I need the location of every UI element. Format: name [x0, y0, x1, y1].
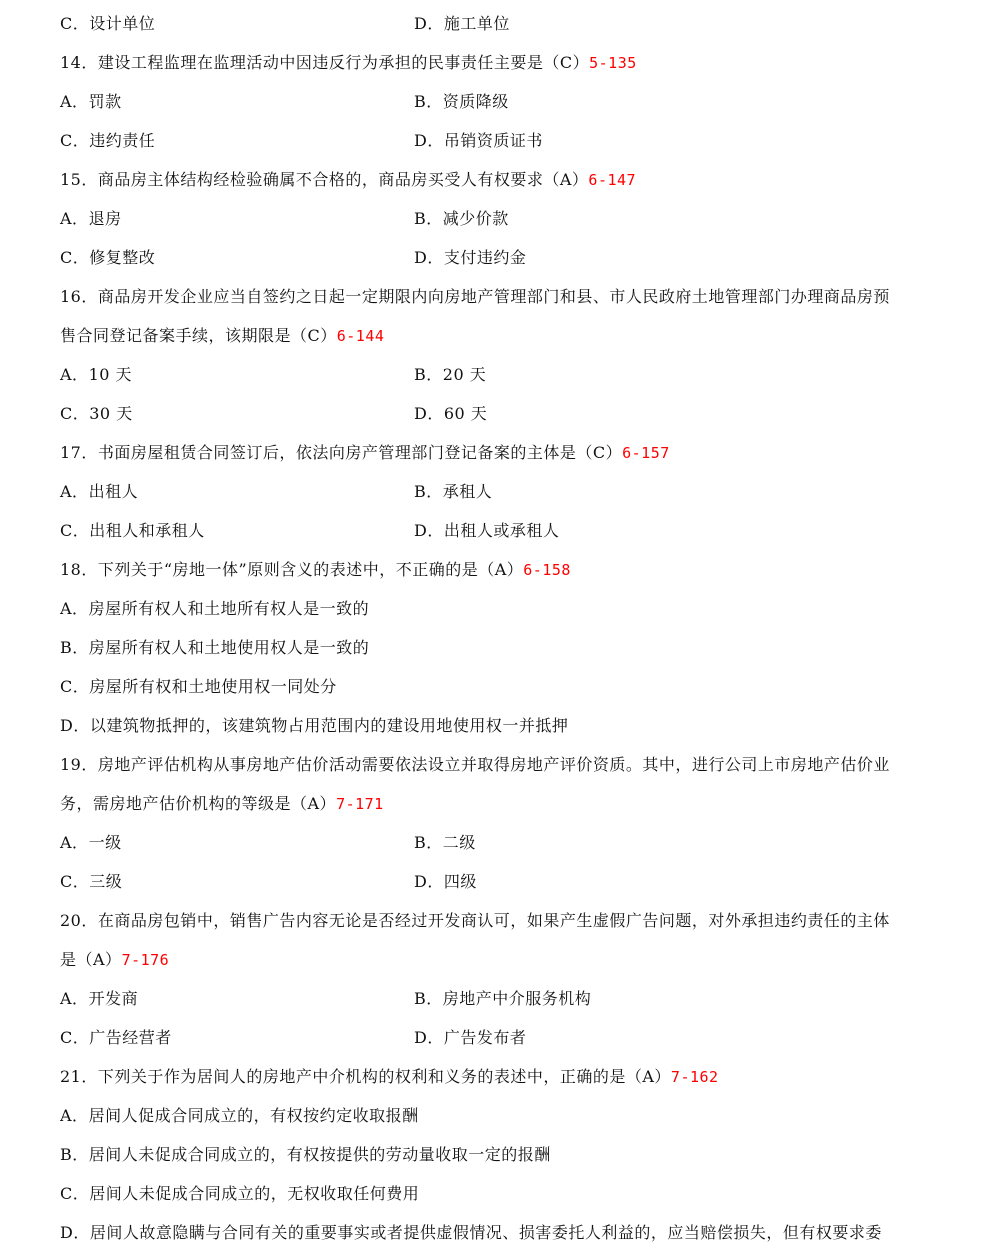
answer-option — [414, 519, 559, 543]
option-text: 20 天 — [442, 365, 487, 384]
question-text: 是（A） — [60, 950, 122, 969]
option-label: D． — [414, 131, 444, 150]
answer-option — [60, 246, 155, 270]
option-text: 一级 — [88, 833, 122, 852]
answer-option — [414, 246, 526, 270]
option-label: A． — [60, 989, 89, 1008]
option-label: C． — [60, 521, 90, 540]
answer-option — [60, 207, 122, 231]
page-reference: 6-147 — [588, 171, 637, 189]
question-line — [60, 792, 935, 816]
option-label: A． — [60, 365, 89, 384]
option-label: C． — [60, 872, 90, 891]
option-text: 出租人或承租人 — [443, 521, 560, 540]
page-reference: 5-135 — [589, 54, 637, 72]
answer-option — [60, 1026, 172, 1050]
option-text: 广告经营者 — [89, 1028, 172, 1047]
option-label: C． — [60, 1184, 90, 1203]
option-label: C． — [60, 14, 90, 33]
answer-option — [60, 831, 122, 855]
answer-option — [60, 987, 138, 1011]
option-text: 二级 — [442, 833, 476, 852]
question-line — [60, 909, 935, 933]
option-text: 房屋所有权人和土地所有权人是一致的 — [88, 599, 370, 618]
option-text: 出租人 — [88, 482, 139, 501]
answer-option — [60, 597, 935, 621]
option-text: 施工单位 — [443, 14, 510, 33]
option-text: 广告发布者 — [443, 1028, 527, 1047]
option-text: 30 天 — [89, 404, 133, 423]
question-text: 17．书面房屋租赁合同签订后，依法向房产管理部门登记备案的主体是（C） — [60, 443, 623, 462]
question-line — [60, 285, 935, 309]
option-label: C． — [60, 404, 90, 423]
question-text: 21．下列关于作为居间人的房地产中介机构的权利和义务的表述中，正确的是（A） — [60, 1067, 671, 1086]
option-label: B． — [414, 482, 443, 501]
answer-option — [60, 480, 138, 504]
option-text: 出租人和承租人 — [89, 521, 205, 540]
question-text: 14．建设工程监理在监理活动中因违反行为承担的民事责任主要是（C） — [60, 53, 590, 72]
option-text: 修复整改 — [89, 248, 156, 267]
answer-option — [60, 714, 935, 738]
answer-option — [60, 129, 155, 153]
option-text: 承租人 — [442, 482, 493, 501]
page-reference: 6-157 — [622, 444, 670, 462]
option-label: B． — [60, 638, 89, 657]
option-text: 设计单位 — [89, 14, 156, 33]
answer-option — [60, 1104, 935, 1128]
option-label: D． — [414, 248, 444, 267]
option-label: B． — [414, 989, 443, 1008]
answer-option — [60, 1143, 935, 1167]
answer-option — [414, 402, 487, 426]
answer-option — [60, 519, 205, 543]
answer-option — [414, 1026, 526, 1050]
question-text: 16．商品房开发企业应当自签约之日起一定期限内向房地产管理部门和县、市人民政府土地管理部门办理商品房预 — [60, 287, 890, 306]
option-label: A． — [60, 599, 89, 618]
option-label: B． — [414, 365, 443, 384]
option-label: D． — [60, 716, 90, 735]
answer-option — [60, 675, 935, 699]
page-reference: 7-176 — [121, 951, 170, 969]
option-label: D． — [414, 1028, 444, 1047]
question-line — [60, 168, 935, 192]
answer-option — [60, 363, 132, 387]
option-text: 房地产中介服务机构 — [442, 989, 592, 1008]
option-text: 开发商 — [88, 989, 139, 1008]
answer-option — [414, 831, 476, 855]
answer-option — [60, 1221, 935, 1245]
answer-option — [60, 1182, 935, 1206]
answer-option — [60, 402, 133, 426]
answer-option — [414, 129, 543, 153]
question-text: 20．在商品房包销中，销售广告内容无论是否经过开发商认可，如果产生虚假广告问题，对外承担违约责任的主体 — [60, 911, 890, 930]
option-label: C． — [60, 248, 90, 267]
answer-option — [414, 870, 477, 894]
option-text: 罚款 — [88, 92, 122, 111]
option-label: D． — [414, 14, 444, 33]
page-reference: 6-158 — [523, 561, 571, 579]
answer-option — [414, 207, 509, 231]
option-label: B． — [414, 209, 443, 228]
option-text: 居间人未促成合同成立的，有权按提供的劳动量收取一定的报酬 — [88, 1145, 551, 1164]
option-label: D． — [414, 404, 444, 423]
option-label: A． — [60, 482, 89, 501]
option-text: 房屋所有权人和土地使用权人是一致的 — [88, 638, 370, 657]
option-label: C． — [60, 677, 90, 696]
option-label: D． — [60, 1223, 90, 1242]
option-text: 四级 — [443, 872, 477, 891]
question-line — [60, 324, 935, 348]
question-line — [60, 558, 935, 582]
option-text: 居间人促成合同成立的，有权按约定收取报酬 — [88, 1106, 419, 1125]
option-text: 减少价款 — [442, 209, 509, 228]
answer-option — [60, 12, 155, 36]
option-label: D． — [414, 872, 444, 891]
option-text: 居间人故意隐瞒与合同有关的重要事实或者提供虚假情况、损害委托人利益的，应当赔偿损失，但有权要求委 — [89, 1223, 882, 1242]
option-label: C． — [60, 131, 90, 150]
page-reference: 7-162 — [670, 1068, 719, 1086]
option-label: D． — [414, 521, 444, 540]
question-line — [60, 441, 935, 465]
option-text: 退房 — [88, 209, 122, 228]
answer-option — [60, 636, 935, 660]
answer-option — [60, 90, 122, 114]
option-label: A． — [60, 209, 89, 228]
question-text: 务，需房地产估价机构的等级是（A） — [60, 794, 337, 813]
option-label: B． — [414, 833, 443, 852]
question-text: 售合同登记备案手续，该期限是（C） — [60, 326, 337, 345]
option-text: 居间人未促成合同成立的，无权收取任何费用 — [89, 1184, 420, 1203]
page-reference: 6-144 — [336, 327, 385, 345]
option-text: 支付违约金 — [443, 248, 527, 267]
question-line — [60, 948, 935, 972]
answer-option — [414, 90, 509, 114]
answer-option — [60, 870, 122, 894]
option-text: 资质降级 — [442, 92, 509, 111]
option-text: 违约责任 — [89, 131, 156, 150]
answer-option — [414, 480, 492, 504]
page-reference: 7-171 — [336, 795, 384, 813]
question-text: 15．商品房主体结构经检验确属不合格的，商品房买受人有权要求（A） — [60, 170, 589, 189]
question-line — [60, 51, 935, 75]
option-label: A． — [60, 92, 89, 111]
question-line — [60, 753, 935, 777]
option-text: 三级 — [89, 872, 123, 891]
option-label: B． — [60, 1145, 89, 1164]
option-text: 10 天 — [88, 365, 133, 384]
option-text: 房屋所有权和土地使用权一同处分 — [89, 677, 337, 696]
answer-option — [414, 987, 591, 1011]
option-text: 60 天 — [443, 404, 488, 423]
question-line — [60, 1065, 935, 1089]
option-label: A． — [60, 833, 89, 852]
question-text: 18．下列关于“房地一体”原则含义的表述中，不正确的是（A） — [60, 560, 524, 579]
option-label: B． — [414, 92, 443, 111]
option-label: A． — [60, 1106, 89, 1125]
option-label: C． — [60, 1028, 90, 1047]
option-text: 以建筑物抵押的，该建筑物占用范围内的建设用地使用权一并抵押 — [89, 716, 569, 735]
question-text: 19．房地产评估机构从事房地产估价活动需要依法设立并取得房地产评价资质。其中，进行公司上市房地产估价业 — [60, 755, 890, 774]
answer-option — [414, 12, 510, 36]
answer-option — [414, 363, 486, 387]
option-text: 吊销资质证书 — [443, 131, 543, 150]
